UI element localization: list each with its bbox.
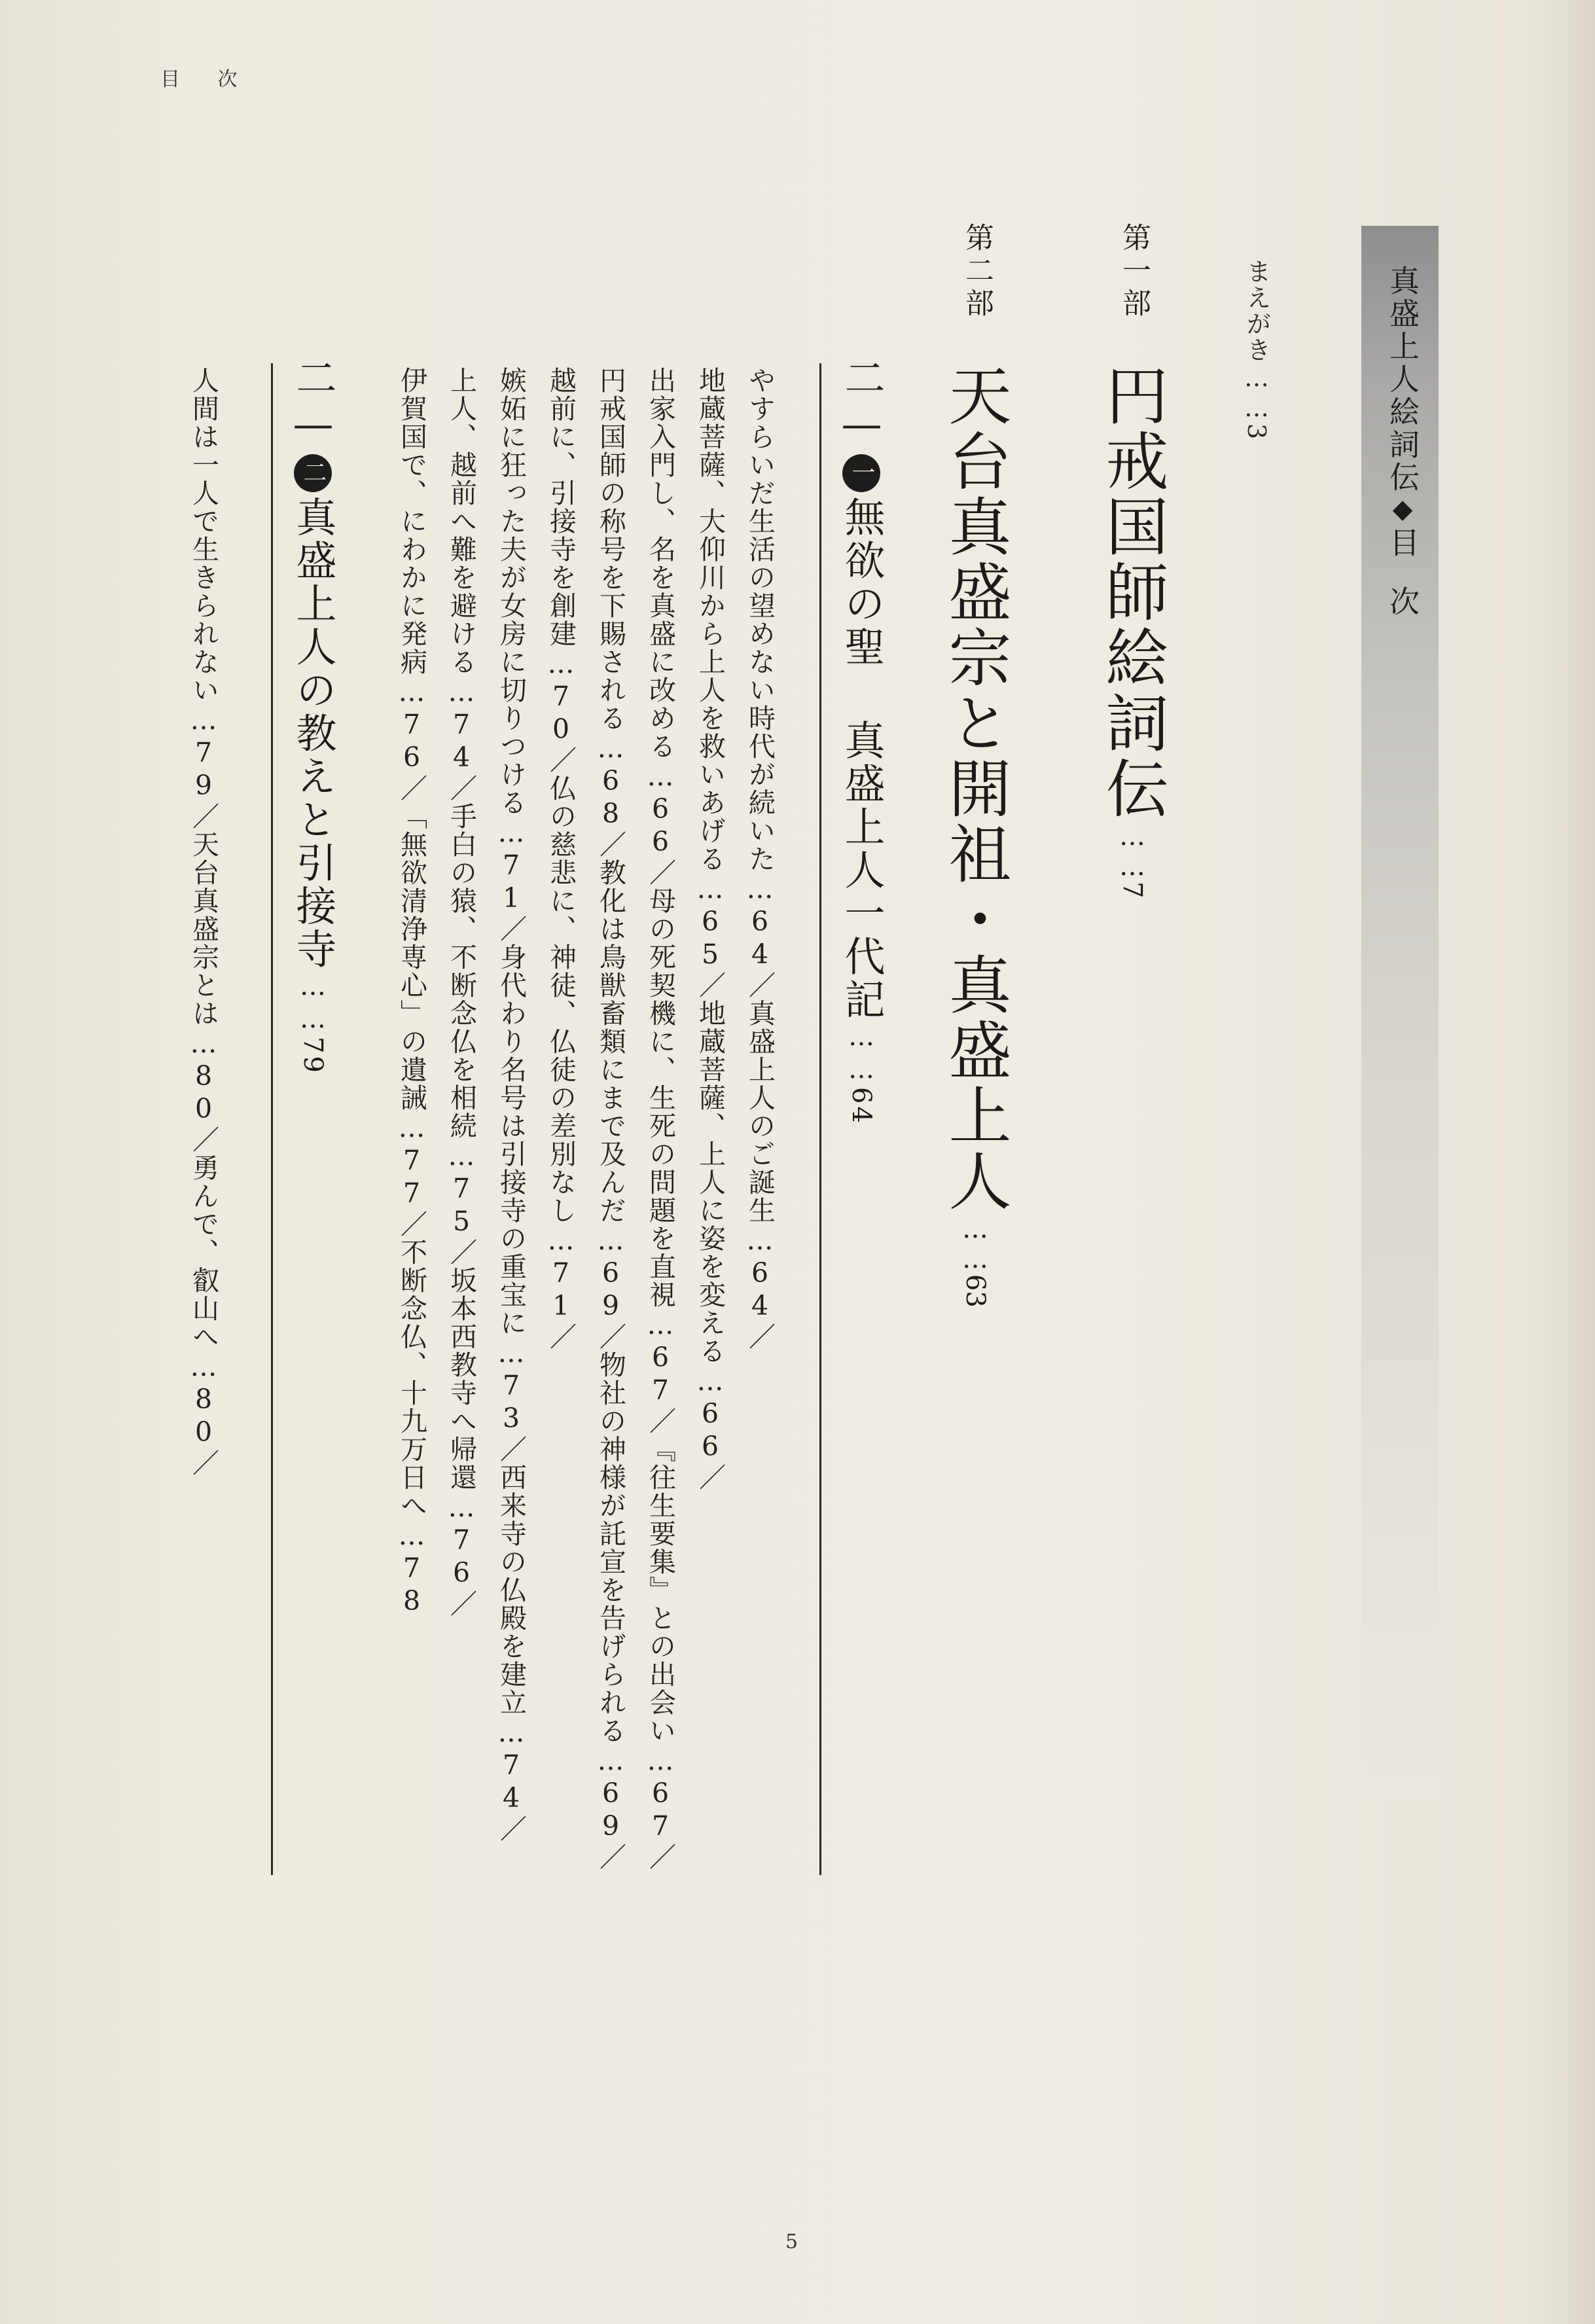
chapter1-entry-line: 伊賀国で、にわかに発病…76／「無欲清浄専心」の遺誡…77／不断念仏、十九万日へ…78 <box>396 366 427 1618</box>
chapter2-page: 79 <box>298 1037 328 1075</box>
toc-part1[interactable] <box>1088 363 1177 898</box>
chapter1-entry-line: 越前に、引接寺を創建…70／仏の慈悲に、神徒、仏徒の差別なし…71／ <box>545 366 577 1351</box>
series-tab-text <box>1381 265 1424 645</box>
part1-dots: …… <box>1117 821 1147 882</box>
part1-page: 7 <box>1117 882 1147 899</box>
chapter1-entry-line: 地蔵菩薩、大仰川から上人を救いあげる…65／地蔵菩薩、上人に姿を変える…66／ <box>694 366 726 1492</box>
diamond-icon: ◆ <box>1388 494 1418 527</box>
chapter2-entry-line: 人間は一人で生きられない…79／天台真盛宗とは…80／勇んで、叡山へ…80／ <box>188 366 219 1477</box>
chapter1-page: 64 <box>846 1087 876 1126</box>
chapter1-entry-line: 上人、越前へ難を避ける…74／手白の猿、不断念仏を相続…75／坂本西教寺へ帰還…76／ <box>446 366 477 1618</box>
chapter1-number: 一 <box>842 454 880 492</box>
maegaki-page: 3 <box>1242 423 1271 441</box>
chapter1-dots: …… <box>846 1022 876 1087</box>
part2-page: 63 <box>960 1274 990 1308</box>
maegaki-dots: …… <box>1242 363 1271 423</box>
chapter2-rule <box>271 363 273 1875</box>
chapter1-entry-line: 円戒国師の称号を下賜される…68／教化は鳥獣畜類にまで及んだ…69／物社の神様が託宣を告げられる…69／ <box>595 366 626 1871</box>
toc-part2[interactable] <box>931 363 1020 1308</box>
series-subtitle: 目次 <box>1385 527 1420 645</box>
toc-chapter1[interactable] <box>833 357 891 1126</box>
part1-title: 円戒国師絵詞伝 <box>1096 363 1169 821</box>
series-title: 真盛上人絵詞伝 <box>1385 265 1420 494</box>
toc-chapter2[interactable] <box>284 357 342 1075</box>
series-tab <box>1361 226 1439 1797</box>
chapter1-entry-line: 出家入門し、名を真盛に改める…66／母の死契機に、生死の問題を直視…67／『往生要集』との出会い…67／ <box>645 366 676 1871</box>
part1-label: 第一部 <box>1117 223 1151 321</box>
part2-dots: …… <box>960 1214 990 1274</box>
chapter1-rule <box>819 363 821 1875</box>
chapter1-prefix: 二— <box>838 357 886 450</box>
chapter2-title: 真盛上人の教えと引接寺 <box>289 496 337 971</box>
maegaki-label: まえがき <box>1242 259 1271 363</box>
page-number: 5 <box>785 2230 798 2253</box>
chapter1-title: 無欲の聖 真盛上人一代記 <box>838 496 886 1022</box>
part2-title: 天台真盛宗と開祖・真盛上人 <box>939 363 1012 1214</box>
chapter1-entry-line: 嫉妬に狂った夫が女房に切りつける…71／身代わり名号は引接寺の重宝に…73／西来寺の仏殿を建立…74／ <box>495 366 527 1843</box>
toc-maegaki[interactable] <box>1239 259 1275 440</box>
chapter2-prefix: 二— <box>289 357 337 450</box>
running-head: 目 次 <box>160 68 253 91</box>
chapter2-number: 二 <box>294 454 332 492</box>
chapter1-entry-line: やすらいだ生活の望めない時代が続いた…64／真盛上人のご誕生…64／ <box>744 366 776 1351</box>
part2-label: 第二部 <box>960 223 994 321</box>
chapter2-dots: …… <box>298 971 328 1037</box>
